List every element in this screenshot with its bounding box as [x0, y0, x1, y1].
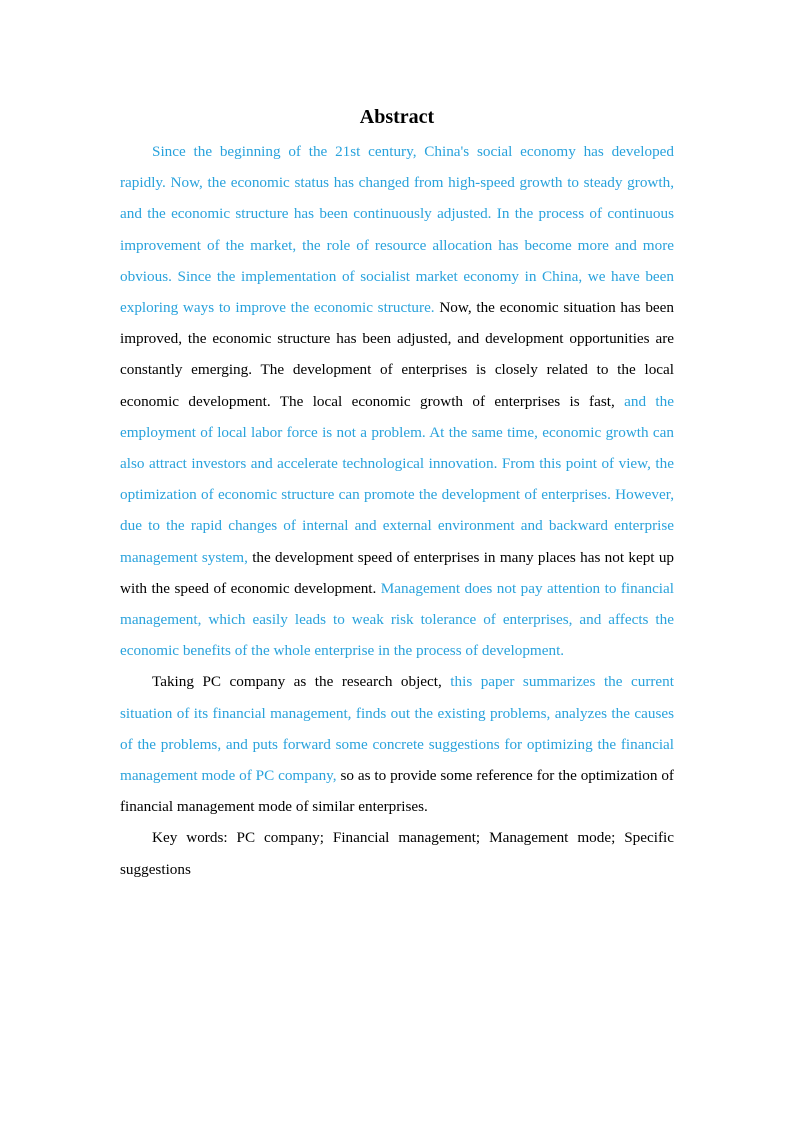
paragraph-1-segment-3: and the employment of local labor force is not a problem. At the same time, economic growth can also attract investors and accelerate technological innovation. From this point of view, the optimization of economic structure can promote the development of enterprises. However, due to the rapid changes of internal and external environment and backward enterprise management system, [120, 392, 674, 566]
key-words-paragraph [120, 822, 674, 884]
abstract-title: Abstract [359, 106, 435, 128]
paragraph-1-segment-5: Management does not pay attention to financial management, which easily leads to weak risk tolerance of enterprises, and affects the economic benefits of the whole enterprise in the process of development. [120, 579, 674, 660]
paragraph-1-segment-2: Now, the economic situation has been improved, the economic structure has been adjusted, and development opportunities are constantly emerging. The development of enterprises is closely related to the local economic development. The local economic growth of enterprises is fast, [120, 299, 674, 410]
abstract-paragraph-2 [120, 666, 674, 822]
paragraph-2-segment-2: this paper summarizes the current situation of its financial management, finds out the existing problems, analyzes the causes of the problems, and puts forward some concrete suggestions for optimizing the financial management mode of PC company, [120, 673, 674, 785]
paragraph-1-segment-1: Since the beginning of the 21st century, China's social economy has developed rapidly. Now, the economic status has changed from high-speed growth to steady growth, and the economic structure has been continuously adjusted. In the process of continuous improvement of the market, the role of resource allocation has become more and more obvious. Since the implementation of socialist market economy in China, we have been exploring ways to improve the economic structure. [120, 143, 674, 317]
paragraph-2-segment-1: Taking PC company as the research object, [152, 673, 451, 691]
document-page [120, 100, 674, 885]
abstract-paragraph-1 [120, 136, 674, 666]
key-words-text: Key words: PC company; Financial management; Management mode; Specific suggestions [120, 829, 674, 878]
paragraph-2-segment-3: so as to provide some reference for the optimization of financial management mode of similar enterprises. [120, 767, 674, 816]
paragraph-1-segment-4: the development speed of enterprises in many places has not kept up with the speed of economic development. [120, 548, 675, 597]
